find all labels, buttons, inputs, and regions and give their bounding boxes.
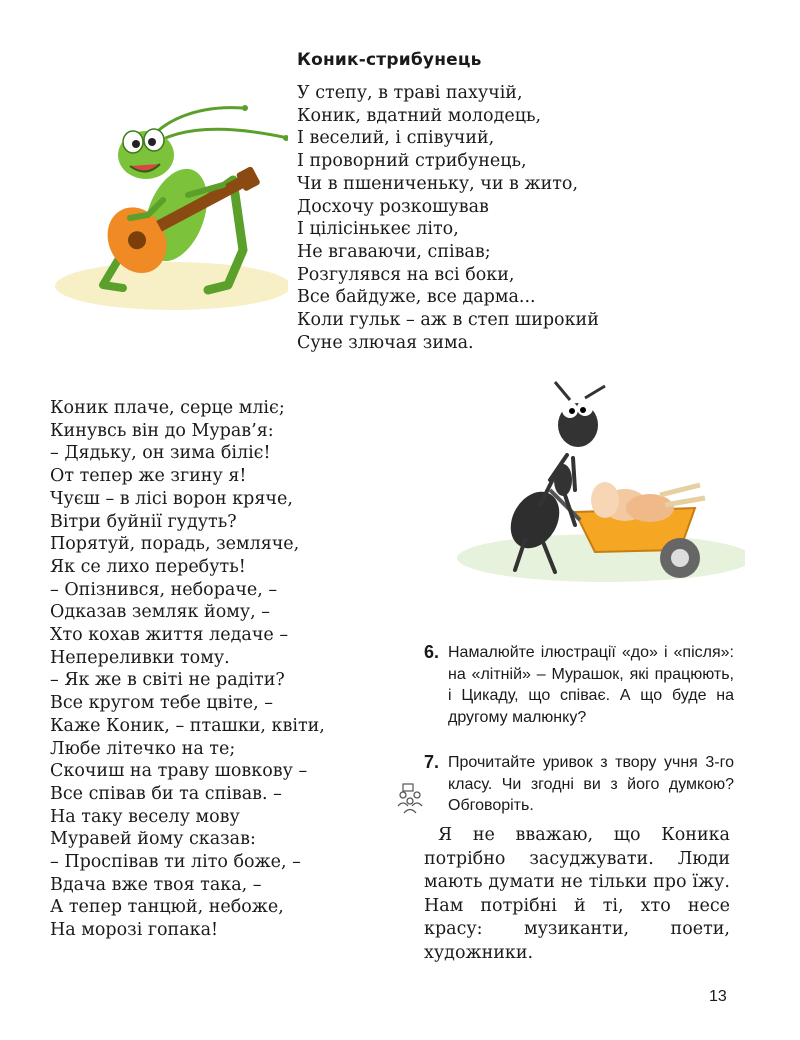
- poem-line: Хто кохав життя ледаче –: [50, 625, 289, 646]
- poem-line: Коли гульк – аж в степ широкий: [297, 310, 599, 331]
- poem-line: Досхочу розкошував: [297, 196, 489, 217]
- poem-line: Не вгаваючи, співав;: [297, 241, 491, 262]
- poem-line: А тепер танцюй, небоже,: [50, 897, 284, 918]
- poem-line: У степу, в траві пахучій,: [297, 83, 523, 103]
- poem-line: Скочиш на траву шовкову –: [50, 761, 308, 782]
- task-6-text: Намалюйте ілюстрації «до» і «після»: на «літній» – Мурашок, які працюють, і Цикаду, що співає. А що буде на другому малюнку?: [448, 644, 734, 726]
- poem-line: І цілісінькеє літо,: [297, 219, 459, 240]
- grasshopper-guitar-illustration: [48, 100, 288, 315]
- poem-line: Суне злючая зима.: [297, 332, 474, 353]
- poem-line: Все байдуже, все дарма...: [297, 287, 536, 308]
- student-essay-excerpt: Я не вважаю, що Коника потрібно засуджувати. Люди мають думати не тільки про їжу. Нам потрібні й ті, хто несе красу: музиканти, поети, художники.: [424, 825, 730, 963]
- poem-line: Все співав би та співав. –: [50, 783, 282, 804]
- poem-line: І веселий, і співучий,: [297, 128, 495, 149]
- poem-line: Все кругом тебе цвіте, –: [50, 693, 274, 714]
- poem-part-2: [50, 397, 325, 942]
- task-7-text: Прочитайте уривок з твору учня 3-го класу. Чи згодні ви з його думкою? Обговоріть.: [448, 754, 734, 814]
- poem-line: Вітри буйнії гудуть?: [50, 511, 237, 532]
- poem-line: На морозі гопака!: [50, 920, 219, 941]
- poem-line: Коник плаче, серце мліє;: [50, 398, 285, 418]
- poem-line: Чуєш – в лісі ворон кряче,: [50, 488, 293, 509]
- task-6: [424, 642, 734, 728]
- task-6-number: 6.: [424, 642, 440, 662]
- task-7-number: 7.: [424, 752, 440, 772]
- poem-line: І проворний стрибунець,: [297, 151, 527, 172]
- poem-line: Коник, вдатний молодець,: [297, 105, 542, 126]
- poem-line: На таку веселу мову: [50, 806, 240, 827]
- poem-line: От тепер же згину я!: [50, 466, 247, 487]
- poem-line: Непереливки тому.: [50, 647, 230, 668]
- poem-line: Муравей йому сказав:: [50, 829, 256, 850]
- poem-line: Одказав земляк йому, –: [50, 602, 271, 623]
- poem-line: Вдача вже твоя така, –: [50, 874, 262, 895]
- poem-line: Порятуй, порадь, земляче,: [50, 534, 300, 555]
- poem-line: – Дядьку, он зима біліє!: [50, 443, 271, 464]
- poem-line: – Опізнився, небораче, –: [50, 579, 278, 600]
- group-discussion-icon: [394, 782, 426, 814]
- poem-line: – Як же в світі не радіти?: [50, 670, 285, 691]
- ant-wheelbarrow-illustration: [455, 380, 745, 585]
- poem-line: – Проспівав ти літо боже, –: [50, 852, 301, 873]
- poem-part-1: [297, 82, 599, 354]
- page-number: 13: [709, 988, 727, 1005]
- poem-title: Коник-стрибунець: [297, 50, 482, 70]
- poem-line: Любе літечко на те;: [50, 738, 236, 759]
- poem-line: Каже Коник, – пташки, квіти,: [50, 715, 325, 736]
- poem-line: Як се лихо перебуть!: [50, 556, 246, 577]
- poem-line: Чи в пшениченьку, чи в жито,: [297, 173, 579, 194]
- poem-line: Розгулявся на всі боки,: [297, 264, 515, 285]
- task-7: [424, 752, 734, 817]
- poem-line: Кинувсь він до Мурав’я:: [50, 420, 274, 441]
